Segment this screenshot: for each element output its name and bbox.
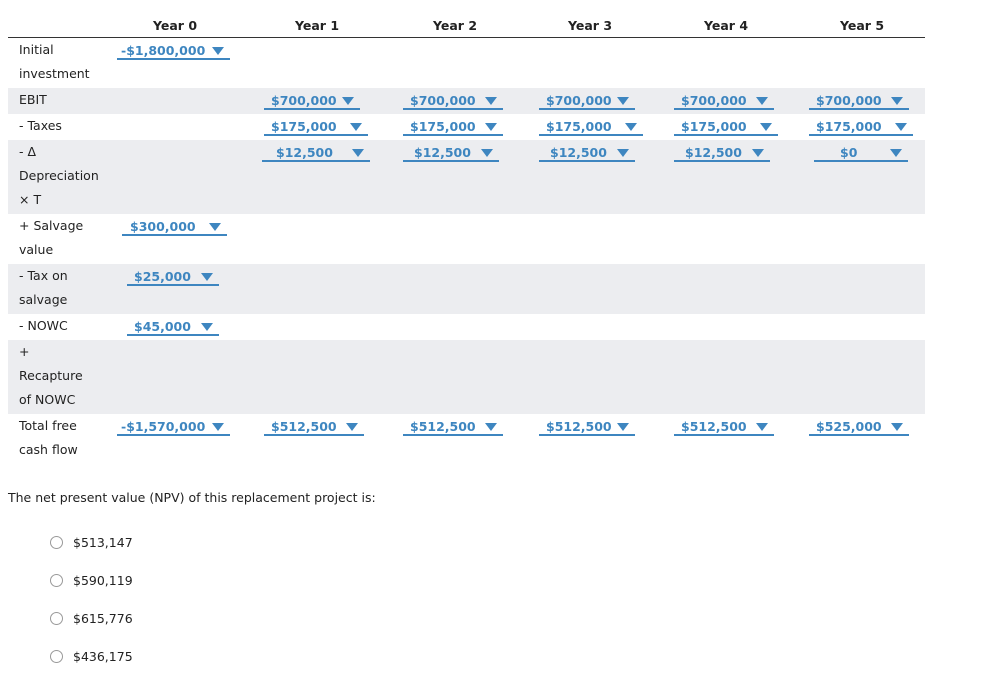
dropdown-dep-y4[interactable]: $12,500: [674, 144, 770, 162]
dropdown-ebit-y1[interactable]: $700,000: [264, 92, 360, 110]
chevron-down-icon: [485, 423, 497, 431]
chevron-down-icon: [617, 423, 629, 431]
dropdown-ebit-y2[interactable]: $700,000: [403, 92, 503, 110]
chevron-down-icon: [617, 149, 629, 157]
chevron-down-icon: [485, 97, 497, 105]
row-label-depreciation: - Δ Depreciation × T: [19, 144, 99, 207]
dropdown-total-y1[interactable]: $512,500: [264, 418, 364, 436]
chevron-down-icon: [212, 423, 224, 431]
row-label-tax-salvage: - Tax on salvage: [19, 268, 68, 307]
dropdown-total-y0[interactable]: -$1,570,000: [117, 418, 230, 436]
dropdown-tax-salvage-y0[interactable]: $25,000: [127, 268, 219, 286]
dropdown-taxes-y5[interactable]: $175,000: [809, 118, 913, 136]
row-label-ebit: EBIT: [19, 92, 47, 107]
dropdown-dep-y3[interactable]: $12,500: [539, 144, 635, 162]
chevron-down-icon: [895, 123, 907, 131]
radio-button[interactable]: [50, 574, 63, 587]
chevron-down-icon: [342, 97, 354, 105]
row-band-recapture: [8, 340, 925, 414]
header-year-2: Year 2: [432, 18, 478, 33]
header-year-3: Year 3: [567, 18, 613, 33]
chevron-down-icon: [346, 423, 358, 431]
dropdown-ebit-y3[interactable]: $700,000: [539, 92, 635, 110]
dropdown-total-y3[interactable]: $512,500: [539, 418, 635, 436]
chevron-down-icon: [352, 149, 364, 157]
npv-question: The net present value (NPV) of this replacement project is:: [8, 490, 376, 505]
row-label-salvage: + Salvage value: [19, 218, 84, 257]
dropdown-ebit-y4[interactable]: $700,000: [674, 92, 774, 110]
dropdown-ebit-y5[interactable]: $700,000: [809, 92, 909, 110]
row-label-initial-investment: Initial investment: [19, 42, 90, 81]
chevron-down-icon: [201, 273, 213, 281]
row-label-taxes: - Taxes: [19, 118, 62, 133]
chevron-down-icon: [212, 47, 224, 55]
row-label-recapture: + Recapture of NOWC: [19, 344, 83, 407]
dropdown-taxes-y3[interactable]: $175,000: [539, 118, 643, 136]
dropdown-salvage-y0[interactable]: $300,000: [122, 218, 227, 236]
chevron-down-icon: [756, 97, 768, 105]
chevron-down-icon: [891, 97, 903, 105]
dropdown-dep-y2[interactable]: $12,500: [403, 144, 499, 162]
header-year-1: Year 1: [294, 18, 340, 33]
dropdown-total-y4[interactable]: $512,500: [674, 418, 774, 436]
header-year-5: Year 5: [839, 18, 885, 33]
header-divider: [8, 37, 925, 38]
header-year-4: Year 4: [703, 18, 749, 33]
radio-button[interactable]: [50, 650, 63, 663]
chevron-down-icon: [201, 323, 213, 331]
header-year-0: Year 0: [152, 18, 198, 33]
dropdown-dep-y1[interactable]: $12,500: [262, 144, 370, 162]
radio-button[interactable]: [50, 612, 63, 625]
dropdown-taxes-y2[interactable]: $175,000: [403, 118, 503, 136]
chevron-down-icon: [485, 123, 497, 131]
dropdown-taxes-y4[interactable]: $175,000: [674, 118, 778, 136]
chevron-down-icon: [756, 423, 768, 431]
chevron-down-icon: [752, 149, 764, 157]
dropdown-dep-y5[interactable]: $0: [814, 144, 908, 162]
dropdown-taxes-y1[interactable]: $175,000: [264, 118, 368, 136]
chevron-down-icon: [350, 123, 362, 131]
chevron-down-icon: [891, 423, 903, 431]
chevron-down-icon: [617, 97, 629, 105]
chevron-down-icon: [760, 123, 772, 131]
dropdown-total-y5[interactable]: $525,000: [809, 418, 909, 436]
chevron-down-icon: [209, 223, 221, 231]
radio-button[interactable]: [50, 536, 63, 549]
dropdown-total-y2[interactable]: $512,500: [403, 418, 503, 436]
chevron-down-icon: [890, 149, 902, 157]
dropdown-nowc-y0[interactable]: $45,000: [127, 318, 219, 336]
row-label-total: Total free cash flow: [19, 418, 78, 457]
chevron-down-icon: [625, 123, 637, 131]
chevron-down-icon: [481, 149, 493, 157]
row-label-nowc: - NOWC: [19, 318, 68, 333]
dropdown-initial-investment-y0[interactable]: -$1,800,000: [117, 42, 230, 60]
